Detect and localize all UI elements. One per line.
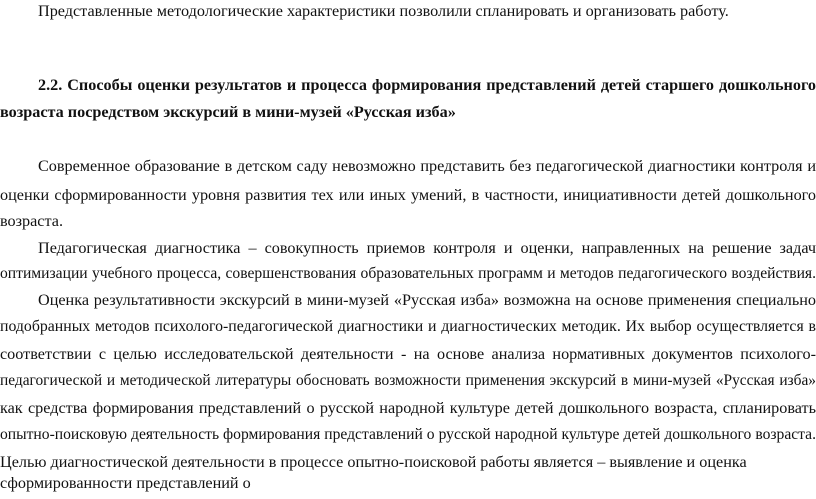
paragraph-3-line-3: соответствии с целью исследовательской деятельности - на основе анализа нормативных документов психолого- <box>0 345 816 363</box>
paragraph-1-line-3: возраста. <box>0 212 63 230</box>
paragraph-1-line-2: оценки сформированности уровня развития тех или иных умений, в частности, инициативности детей дошкольного <box>0 186 816 204</box>
paragraph-2-line-1: Педагогическая диагностика – совокупность приемов контроля и оценки, направленных на решение задач <box>38 239 816 257</box>
paragraph-3-line-5: как средства формирования представлений о русской народной культуре детей дошкольного возраста, спланировать <box>0 399 816 417</box>
paragraph-3-line-1: Оценка результативности экскурсий в мини-музей «Русская изба» возможна на основе применения специально <box>38 291 816 309</box>
intro-text: Представленные методологические характеристики позволили спланировать и организовать работу. <box>38 2 729 20</box>
paragraph-2-line-2: оптимизации учебного процесса, совершенствования образовательных программ и методов педагогического воздействия. <box>0 265 816 282</box>
section-heading-line-2: возраста посредством экскурсий в мини-музей «Русская изба» <box>0 103 456 121</box>
section-heading-line-1: 2.2. Способы оценки результатов и процесса формирования представлений детей старшего дошкольного <box>38 76 816 94</box>
paragraph-3-line-4: педагогической и методической литературы обосновать возможности применения экскурсий в мини-музей «Русская изба» <box>0 372 816 389</box>
paragraph-3-line-6: опытно-поисковую деятельность формирования представлений о русской народной культуре детей дошкольного возраста. <box>0 426 816 443</box>
paragraph-4-line-2: сформированности представлений о <box>0 474 251 492</box>
paragraph-4-line-1: Целью диагностической деятельности в процессе опытно-поисковой работы является – выявление и оценка <box>0 453 747 471</box>
paragraph-3-line-2: подобранных методов психолого-педагогической диагностики и диагностических методик. Их выбор осуществляется в <box>0 318 816 335</box>
paragraph-1-line-1: Современное образование в детском саду невозможно представить без педагогической диагностики контроля и <box>38 157 816 175</box>
